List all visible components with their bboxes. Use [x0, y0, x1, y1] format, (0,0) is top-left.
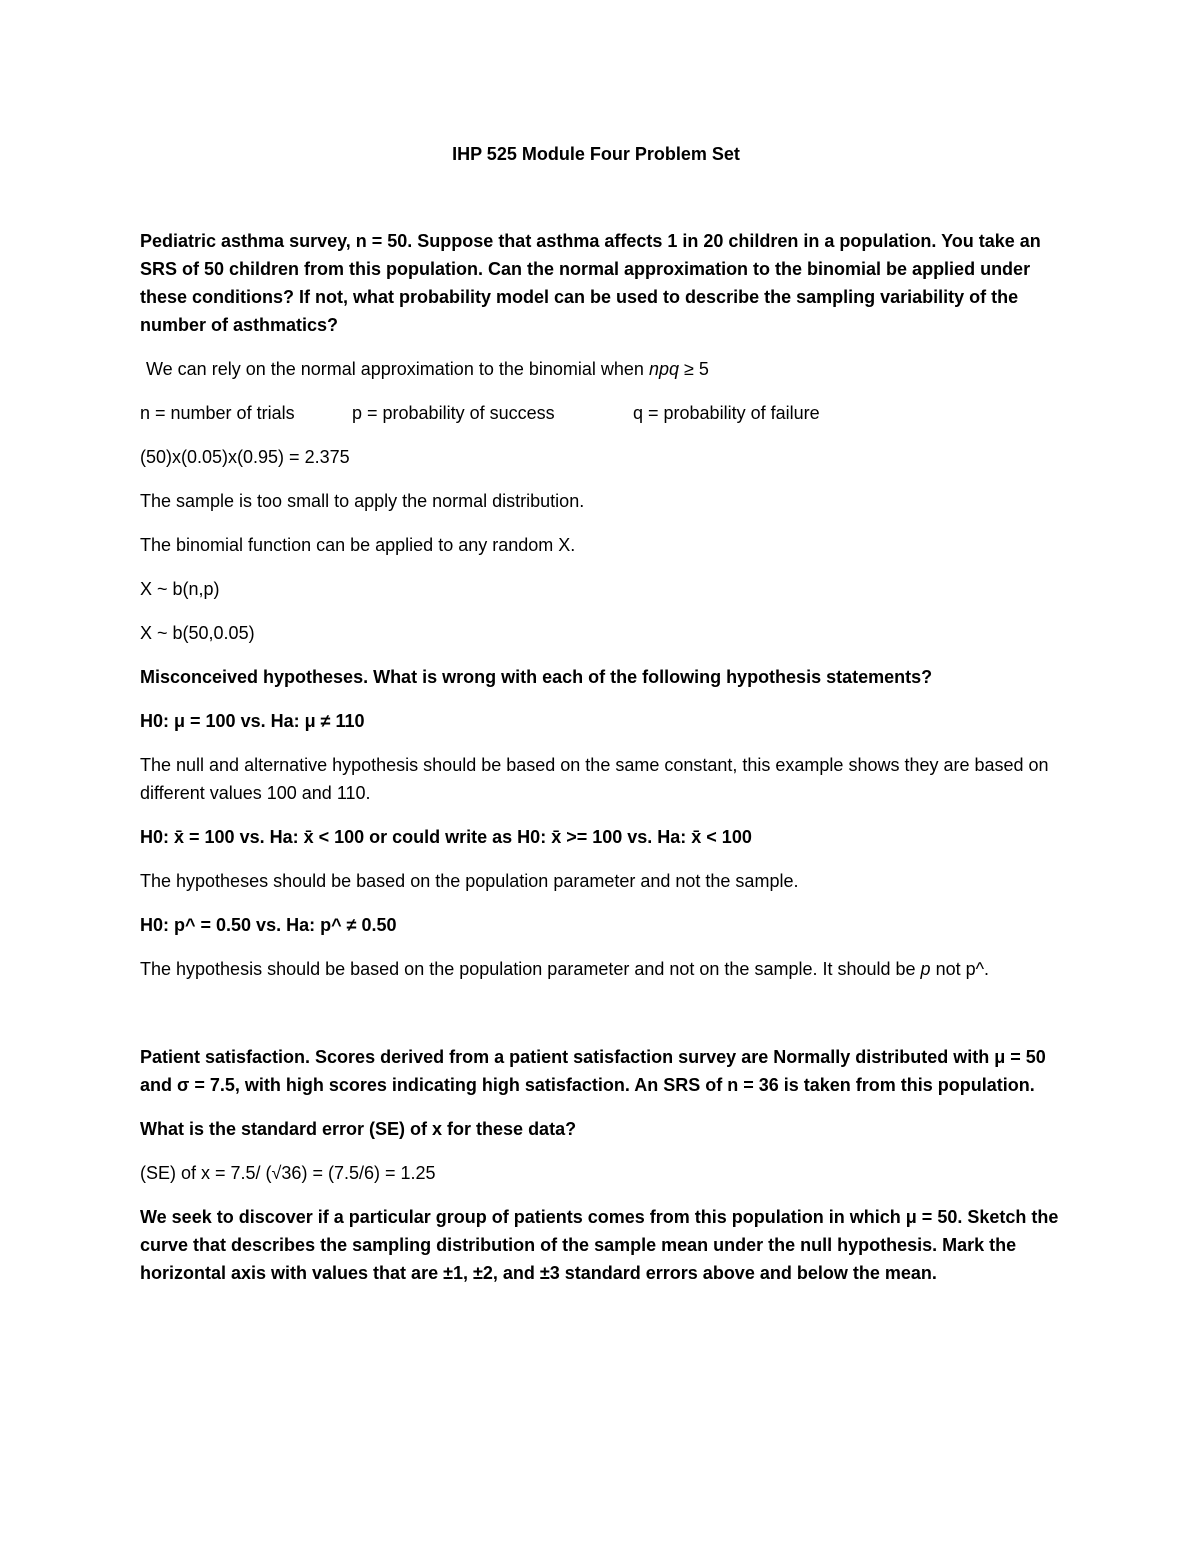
q1-conclusion-1: The sample is too small to apply the normal distribution.	[140, 491, 585, 511]
q2-answer-3-p: p	[920, 959, 931, 979]
q2-hypothesis-2: H0: x̄ = 100 vs. Ha: x̄ < 100 or could write as H0: x̄ >= 100 vs. Ha: x̄ < 100	[140, 827, 752, 847]
q3-subquestion-1: What is the standard error (SE) of x for these data?	[140, 1119, 577, 1139]
q1-rule-npq: npq	[648, 359, 679, 379]
q1-rule-prefix: We can rely on the normal approximation to the binomial when	[146, 359, 649, 379]
q1-model-general: X ~ b(n,p)	[140, 579, 220, 599]
q1-definitions	[140, 399, 1060, 427]
q3-prompt: Patient satisfaction. Scores derived from a patient satisfaction survey are Normally distributed with μ = 50 and σ = 7.5, with high scores indicating high satisfaction. An SRS of n = 36 is taken from this population.	[140, 1047, 1046, 1095]
q2-answer-3-suffix: not p^.	[930, 959, 990, 979]
q3-answer-1: (SE) of x = 7.5/ (√36) = (7.5/6) = 1.25	[140, 1163, 436, 1183]
q1-def-n: n = number of trials	[140, 403, 295, 423]
q2-answer-2: The hypotheses should be based on the population parameter and not the sample.	[140, 871, 799, 891]
q1-conclusion-2: The binomial function can be applied to any random X.	[140, 535, 576, 555]
q1-model-specific: X ~ b(50,0.05)	[140, 623, 255, 643]
q2-prompt: Misconceived hypotheses. What is wrong with each of the following hypothesis statements?	[140, 667, 933, 687]
q1-def-q: q = probability of failure	[633, 403, 820, 423]
document-title: IHP 525 Module Four Problem Set	[452, 144, 740, 164]
q1-rule-suffix: ≥ 5	[678, 359, 709, 379]
q2-hypothesis-1: H0: μ = 100 vs. Ha: μ ≠ 110	[140, 711, 365, 731]
q3-subquestion-2: We seek to discover if a particular group of patients comes from this population in which μ = 50. Sketch the curve that describes the sampling distribution of the sample mean under the null hypothesis. Mark the horizontal axis with values that are ±1, ±2, and ±3 standard errors above and below the mean.	[140, 1207, 1059, 1283]
q2-answer-1: The null and alternative hypothesis should be based on the same constant, this example shows they are based on different values 100 and 110.	[140, 755, 1049, 803]
q2-answer-3	[140, 955, 1060, 983]
document-body	[140, 140, 1060, 1287]
q2-answer-3-prefix: The hypothesis should be based on the population parameter and not on the sample. It should be	[140, 959, 921, 979]
q2-hypothesis-3: H0: p^ = 0.50 vs. Ha: p^ ≠ 0.50	[140, 915, 397, 935]
q1-def-p: p = probability of success	[352, 403, 555, 423]
q1-rule	[140, 355, 1060, 383]
q1-calculation: (50)x(0.05)x(0.95) = 2.375	[140, 447, 350, 467]
q1-prompt: Pediatric asthma survey, n = 50. Suppose that asthma affects 1 in 20 children in a population. You take an SRS of 50 children from this population. Can the normal approximation to the binomial be applied under these conditions? If not, what probability model can be used to describe the sampling variability of the number of asthmatics?	[140, 231, 1041, 335]
